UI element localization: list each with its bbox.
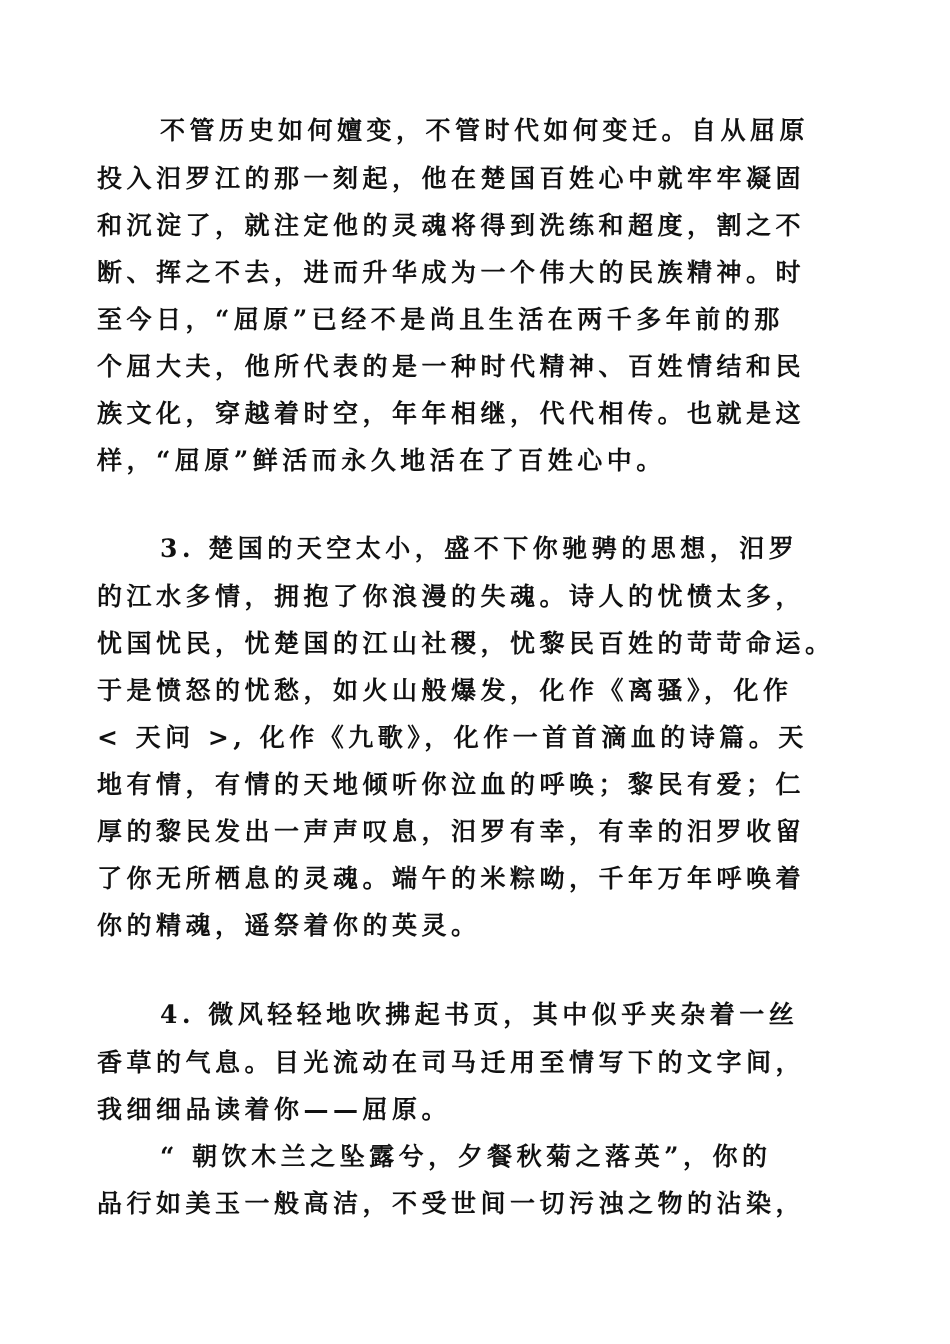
text-line: 于是愤怒的忧愁，如火山般爆发，化作《离骚》，化作: [97, 676, 793, 705]
text-line: 地有情，有情的天地倾听你泣血的呼唤；黎民有爱；仁: [97, 770, 806, 799]
text-line: 了你无所栖息的灵魂。端午的米粽呦，千年万年呼唤着: [97, 864, 806, 893]
text-line: 你的精魂，遥祭着你的英灵。: [97, 911, 481, 940]
text-line: 个屈大夫，他所代表的是一种时代精神、百姓情结和民: [97, 352, 806, 381]
text-line: 至今日，“屈原”已经不是尚且生活在两千多年前的那: [97, 305, 784, 334]
text-line: 不管历史如何嬗变，不管时代如何变迁。自从屈原: [160, 116, 810, 145]
text-line: 和沉淀了，就注定他的灵魂将得到洗练和超度，割之不: [97, 211, 806, 240]
text-line: 品行如美玉一般高洁，不受世间一切污浊之物的沾染，: [97, 1189, 806, 1218]
text-line: < 天问 >, 化作《九歌》，化作一首首滴血的诗篇。天: [97, 723, 808, 752]
text-line: 族文化，穿越着时空，年年相继，代代相传。也就是这: [97, 399, 806, 428]
text-line: 我细细品读着你——屈原。: [97, 1095, 452, 1124]
text-line: “ 朝饮木兰之坠露兮，夕餐秋菊之落英”，你的: [160, 1142, 772, 1171]
text-line: 断、挥之不去，进而升华成为一个伟大的民族精神。时: [97, 258, 806, 287]
text-line: 样，“屈原”鲜活而永久地活在了百姓心中。: [97, 446, 666, 475]
text-line: 香草的气息。目光流动在司马迁用至情写下的文字间，: [97, 1048, 806, 1077]
text-line: 3. 楚国的天空太小，盛不下你驰骋的思想，汨罗: [160, 534, 799, 563]
text-line: 4. 微风轻轻地吹拂起书页，其中似乎夹杂着一丝: [160, 1000, 799, 1029]
text-line: 投入汨罗江的那一刻起，他在楚国百姓心中就牢牢凝固: [97, 164, 806, 193]
text-line: 忧国忧民，忧楚国的江山社稷，忧黎民百姓的苛苛命运。: [97, 629, 835, 658]
text-line: 的江水多情，拥抱了你浪漫的失魂。诗人的忧愤太多，: [97, 582, 806, 611]
text-line: 厚的黎民发出一声声叹息，汨罗有幸，有幸的汨罗收留: [97, 817, 806, 846]
